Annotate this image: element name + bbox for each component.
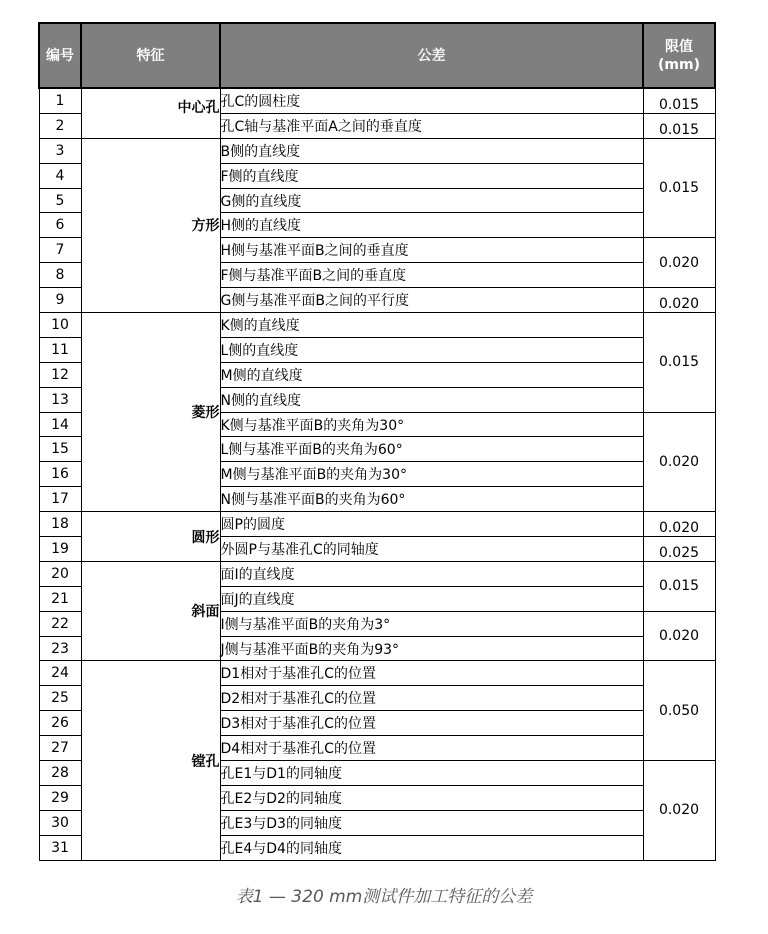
table-caption: 表1 — 320 mm测试件加工特征的公差 <box>235 887 533 907</box>
tolerance-cell: M侧与基准平面B的夹角为30° <box>220 462 643 487</box>
tolerance-cell: 孔E1与D1的同轴度 <box>220 761 643 786</box>
tolerance-cell: F侧的直线度 <box>220 163 643 188</box>
row-number-cell: 17 <box>39 487 81 512</box>
feature-cell: 斜面 <box>81 561 220 661</box>
limit-cell: 0.025 <box>643 537 715 562</box>
row-number-cell: 31 <box>39 835 81 860</box>
table-row <box>39 138 715 163</box>
limit-cell: 0.050 <box>643 661 715 761</box>
tolerance-cell: L侧与基准平面B的夹角为60° <box>220 437 643 462</box>
tolerance-cell: G侧的直线度 <box>220 188 643 213</box>
limit-cell: 0.015 <box>643 113 715 138</box>
tolerance-cell: K侧与基准平面B的夹角为30° <box>220 412 643 437</box>
row-number-cell: 4 <box>39 163 81 188</box>
row-number-cell: 22 <box>39 611 81 636</box>
row-number-cell: 15 <box>39 437 81 462</box>
table-row <box>39 561 715 586</box>
row-number-cell: 6 <box>39 213 81 238</box>
tolerance-cell: H侧的直线度 <box>220 213 643 238</box>
table-row <box>39 313 715 338</box>
tolerance-cell: D4相对于基准孔C的位置 <box>220 736 643 761</box>
row-number-cell: 3 <box>39 138 81 163</box>
row-number-cell: 24 <box>39 661 81 686</box>
row-number-cell: 1 <box>39 88 81 113</box>
limit-cell: 0.020 <box>643 512 715 537</box>
row-number-cell: 29 <box>39 785 81 810</box>
feature-cell: 圆形 <box>81 512 220 562</box>
row-number-cell: 25 <box>39 686 81 711</box>
limit-cell: 0.015 <box>643 561 715 611</box>
tolerance-cell: 孔E3与D3的同轴度 <box>220 810 643 835</box>
row-number-cell: 28 <box>39 761 81 786</box>
tolerance-cell: K侧的直线度 <box>220 313 643 338</box>
row-number-cell: 30 <box>39 810 81 835</box>
row-number-cell: 11 <box>39 337 81 362</box>
tolerance-cell: N侧的直线度 <box>220 387 643 412</box>
limit-cell: 0.020 <box>643 611 715 661</box>
limit-cell: 0.020 <box>643 412 715 512</box>
limit-cell: 0.015 <box>643 88 715 113</box>
table-row <box>39 512 715 537</box>
tolerance-cell: D2相对于基准孔C的位置 <box>220 686 643 711</box>
tolerance-cell: D1相对于基准孔C的位置 <box>220 661 643 686</box>
table-body <box>39 88 715 860</box>
row-number-cell: 8 <box>39 263 81 288</box>
limit-cell: 0.020 <box>643 288 715 313</box>
feature-cell: 镗孔 <box>81 661 220 860</box>
row-number-cell: 10 <box>39 313 81 338</box>
tolerance-cell: 孔E4与D4的同轴度 <box>220 835 643 860</box>
limit-cell: 0.020 <box>643 761 715 861</box>
tolerance-cell: L侧的直线度 <box>220 337 643 362</box>
row-number-cell: 2 <box>39 113 81 138</box>
tolerance-cell: 面J的直线度 <box>220 586 643 611</box>
tolerance-cell: 孔C的圆柱度 <box>220 88 643 113</box>
row-number-cell: 23 <box>39 636 81 661</box>
header-number: 编号 <box>39 23 81 88</box>
tolerance-table <box>38 22 716 861</box>
tolerance-cell: M侧的直线度 <box>220 362 643 387</box>
tolerance-cell: 面I的直线度 <box>220 561 643 586</box>
tolerance-cell: I侧与基准平面B的夹角为3° <box>220 611 643 636</box>
tolerance-cell: 外圆P与基准孔C的同轴度 <box>220 537 643 562</box>
row-number-cell: 18 <box>39 512 81 537</box>
feature-cell: 中心孔 <box>81 88 220 138</box>
tolerance-cell: D3相对于基准孔C的位置 <box>220 711 643 736</box>
header-limit: 限值 (mm) <box>643 23 715 88</box>
row-number-cell: 27 <box>39 736 81 761</box>
row-number-cell: 16 <box>39 462 81 487</box>
row-number-cell: 26 <box>39 711 81 736</box>
limit-cell: 0.015 <box>643 313 715 413</box>
tolerance-cell: N侧与基准平面B的夹角为60° <box>220 487 643 512</box>
header-feature: 特征 <box>81 23 220 88</box>
tolerance-cell: H侧与基准平面B之间的垂直度 <box>220 238 643 263</box>
tolerance-cell: G侧与基准平面B之间的平行度 <box>220 288 643 313</box>
row-number-cell: 12 <box>39 362 81 387</box>
tolerance-cell: B侧的直线度 <box>220 138 643 163</box>
feature-cell: 方形 <box>81 138 220 312</box>
table-row <box>39 661 715 686</box>
tolerance-cell: 孔E2与D2的同轴度 <box>220 785 643 810</box>
row-number-cell: 7 <box>39 238 81 263</box>
row-number-cell: 20 <box>39 561 81 586</box>
tolerance-cell: F侧与基准平面B之间的垂直度 <box>220 263 643 288</box>
table-row <box>39 88 715 113</box>
row-number-cell: 5 <box>39 188 81 213</box>
tolerance-cell: 孔C轴与基准平面A之间的垂直度 <box>220 113 643 138</box>
row-number-cell: 19 <box>39 537 81 562</box>
tolerance-cell: J侧与基准平面B的夹角为93° <box>220 636 643 661</box>
header-tolerance: 公差 <box>220 23 643 88</box>
limit-cell: 0.020 <box>643 238 715 288</box>
feature-cell: 菱形 <box>81 313 220 512</box>
row-number-cell: 13 <box>39 387 81 412</box>
header-row <box>39 23 715 88</box>
limit-cell: 0.015 <box>643 138 715 238</box>
row-number-cell: 21 <box>39 586 81 611</box>
tolerance-cell: 圆P的圆度 <box>220 512 643 537</box>
row-number-cell: 14 <box>39 412 81 437</box>
row-number-cell: 9 <box>39 288 81 313</box>
